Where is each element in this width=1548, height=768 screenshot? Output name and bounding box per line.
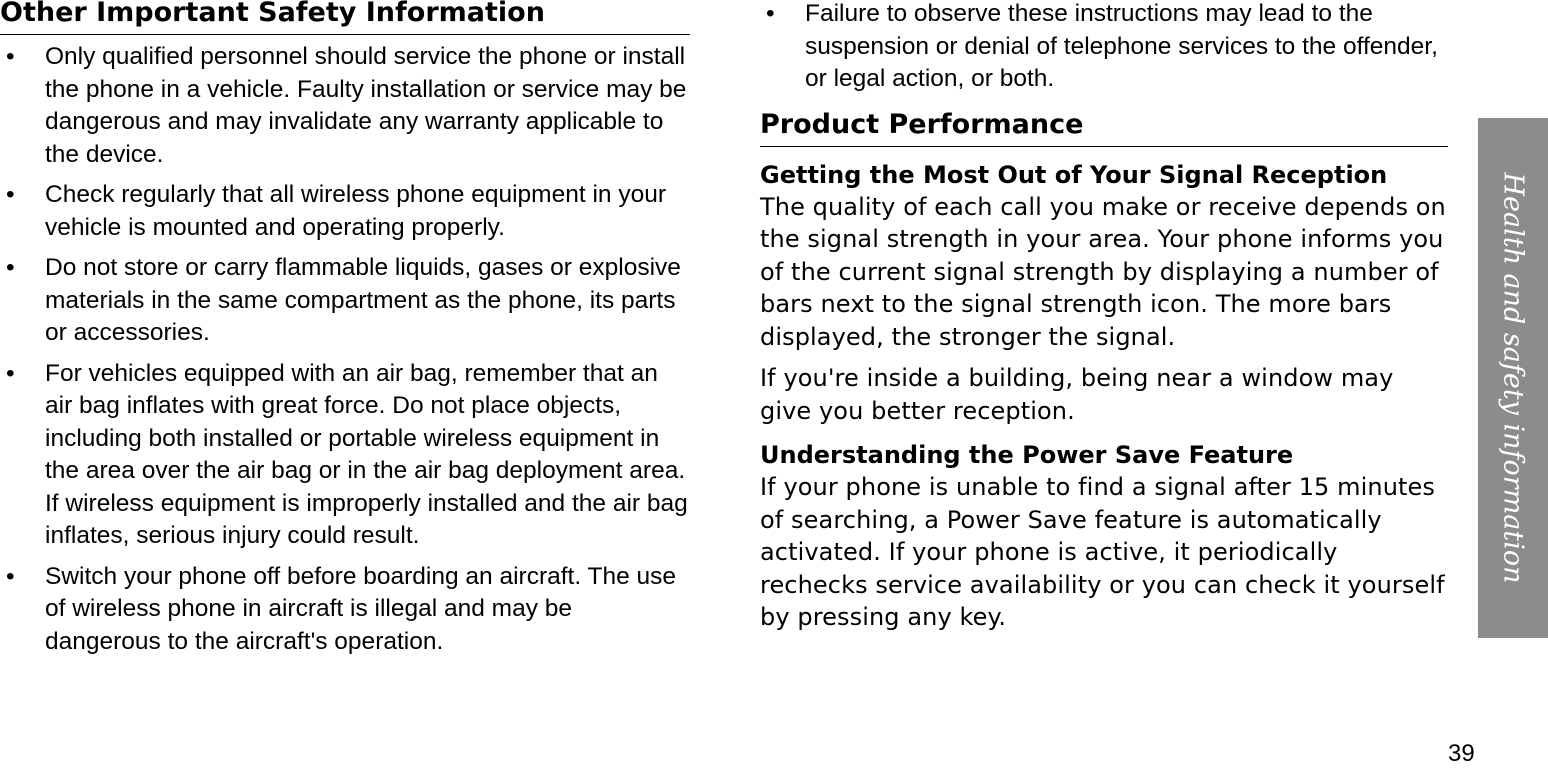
section-heading-product-performance: Product Performance: [760, 108, 1448, 147]
list-item-text: Check regularly that all wireless phone equipment in your vehicle is mounted and operating properly.: [45, 181, 666, 241]
list-item-text: Switch your phone off before boarding an aircraft. The use of wireless phone in aircraft is illegal and may be dangerous to the aircraft's operation.: [45, 562, 677, 655]
bullet-marker: •: [6, 562, 15, 590]
right-column: [760, 0, 1450, 634]
list-item: [0, 41, 690, 171]
continued-bullet-list: [760, 0, 1450, 96]
list-item: [0, 358, 690, 553]
chapter-tab-label: Health and safety information: [1497, 172, 1529, 584]
section-heading-other-safety: Other Important Safety Information: [0, 0, 690, 35]
page-number: 39: [1448, 740, 1475, 767]
bullet-marker: •: [6, 359, 15, 387]
list-item: [760, 0, 1465, 96]
list-item: [0, 561, 690, 659]
subheading-signal-reception: Getting the Most Out of Your Signal Reception: [760, 160, 1388, 189]
list-item: [0, 179, 690, 244]
list-item-text: Do not store or carry flammable liquids, gases or explosive materials in the same compartment as the phone, its parts or accessories.: [45, 254, 681, 346]
safety-bullet-list: [0, 41, 690, 658]
chapter-side-tab: [1478, 118, 1548, 638]
list-item-text: Only qualified personnel should service the phone or install the phone in a vehicle. Faulty installation or service may be dangerous and may invalidate any warranty applicable to the device.: [45, 43, 687, 168]
list-item: [0, 252, 690, 350]
paragraph-signal-strength: The quality of each call you make or receive depends on the signal strength in your area. Your phone informs you of the current signal strength by displaying a number of bars next to the signal strength icon. The more bars displayed, the stronger the signal.: [760, 192, 1446, 351]
list-item-text: For vehicles equipped with an air bag, remember that an air bag inflates with great force. Do not place objects, including both installed or portable wireless equipment in the area over the air bag or in the air bag deployment area. If wireless equipment is improperly installed and the air bag inflates, serious injury could result.: [45, 359, 688, 549]
bullet-marker: •: [766, 0, 775, 27]
bullet-marker: •: [6, 254, 15, 281]
bullet-marker: •: [6, 181, 15, 208]
bullet-marker: •: [6, 43, 15, 70]
paragraph-building-reception: If you're inside a building, being near a window may give you better reception.: [760, 364, 1394, 425]
paragraph-power-save: If your phone is unable to find a signal after 15 minutes of searching, a Power Save feature is automatically activated. If your phone is active, it periodically rechecks service availability or you can check it yourself by pressing any key.: [760, 473, 1445, 631]
list-item-text: Failure to observe these instructions may lead to the suspension or denial of telephone services to the offender, or legal action, or both.: [805, 0, 1438, 92]
subheading-power-save: Understanding the Power Save Feature: [760, 441, 1294, 469]
left-column: [0, 0, 690, 658]
